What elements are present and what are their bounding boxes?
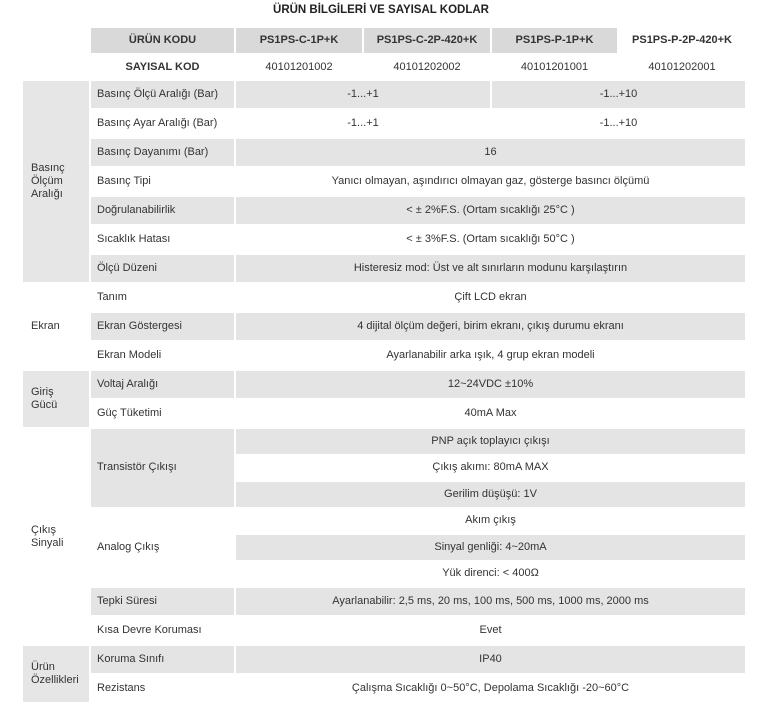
model-header: PS1PS-C-1P+K — [236, 28, 362, 53]
table-row — [23, 588, 745, 615]
table-row — [23, 509, 745, 534]
group-label-power: Giriş Gücü — [23, 371, 89, 427]
spec-table — [21, 26, 747, 704]
param-label: Tanım — [91, 284, 234, 311]
param-label: Ekran Modeli — [91, 342, 234, 369]
group-label-output: Çıkış Sinyali — [23, 429, 89, 644]
param-value: Akım çıkış — [236, 509, 745, 534]
table-row — [23, 371, 745, 398]
digital-code-row — [23, 55, 745, 79]
param-label: Ekran Göstergesi — [91, 313, 234, 340]
param-value: -1...+1 — [236, 81, 490, 108]
table-row — [23, 617, 745, 644]
param-label: Transistör Çıkışı — [91, 429, 234, 507]
param-value: -1...+1 — [236, 110, 490, 137]
param-value: 12~24VDC ±10% — [236, 371, 745, 398]
model-header: PS1PS-P-2P-420+K — [632, 34, 732, 46]
param-value: IP40 — [236, 646, 745, 673]
table-row — [23, 400, 745, 427]
table-row — [23, 313, 745, 340]
param-label: Güç Tüketimi — [91, 400, 234, 427]
table-row — [23, 139, 745, 166]
param-value: PNP açık toplayıcı çıkışı — [236, 429, 745, 454]
table-row — [23, 81, 745, 108]
empty-cell — [23, 28, 89, 53]
param-value: Sinyal genliği: 4~20mA — [236, 535, 745, 560]
param-value: -1...+10 — [492, 110, 745, 137]
table-row — [23, 197, 745, 224]
param-label: Rezistans — [91, 675, 234, 702]
param-label: Basınç Ölçü Aralığı (Bar) — [91, 81, 234, 108]
param-value: Histeresiz mod: Üst ve alt sınırların modunu karşılaştırın — [236, 255, 745, 282]
param-value: < ± 2%F.S. (Ortam sıcaklığı 25°C ) — [236, 197, 745, 224]
param-label: Sıcaklık Hatası — [91, 226, 234, 253]
table-row — [23, 226, 745, 253]
group-label-measure: Basınç Ölçüm Aralığı — [23, 81, 89, 282]
model-header: PS1PS-C-2P-420+K — [364, 28, 490, 53]
table-row — [23, 646, 745, 673]
model-header: PS1PS-P-1P+K — [492, 28, 617, 53]
digital-code-label: SAYISAL KOD — [125, 60, 200, 73]
param-value: Yük direnci: < 400Ω — [236, 562, 745, 587]
table-row — [23, 110, 745, 137]
param-label: Basınç Dayanımı (Bar) — [91, 139, 234, 166]
table-row — [23, 429, 745, 454]
param-label: Koruma Sınıfı — [91, 646, 234, 673]
param-label: Analog Çıkış — [91, 509, 234, 587]
header-row — [23, 28, 745, 53]
table-row — [23, 168, 745, 195]
param-value: Evet — [236, 617, 745, 644]
product-code-label: ÜRÜN KODU — [91, 28, 234, 53]
param-value: Gerilim düşüşü: 1V — [236, 482, 745, 507]
param-value: Çıkış akımı: 80mA MAX — [236, 456, 745, 481]
param-label: Kısa Devre Koruması — [91, 617, 234, 644]
param-value: 40mA Max — [236, 400, 745, 427]
group-label-product: Ürün Özellikleri — [23, 646, 89, 702]
param-value: Çift LCD ekran — [236, 284, 745, 311]
param-value: Çalışma Sıcaklığı 0~50°C, Depolama Sıcaklığı -20~60°C — [236, 675, 745, 702]
table-row — [23, 255, 745, 282]
table-row — [23, 342, 745, 369]
param-value: -1...+10 — [492, 81, 745, 108]
param-value: < ± 3%F.S. (Ortam sıcaklığı 50°C ) — [236, 226, 745, 253]
digital-code-value: 40101201001 — [520, 60, 589, 73]
param-value: 4 dijital ölçüm değeri, birim ekranı, çıkış durumu ekranı — [236, 313, 745, 340]
param-value: Yanıcı olmayan, aşındırıcı olmayan gaz, gösterge basıncı ölçümü — [236, 168, 745, 195]
param-label: Voltaj Aralığı — [91, 371, 234, 398]
page-title: ÜRÜN BİLGİLERİ VE SAYISAL KODLAR — [273, 4, 489, 16]
param-label: Doğrulanabilirlik — [91, 197, 234, 224]
empty-cell — [23, 55, 89, 79]
param-value: Ayarlanabilir arka ışık, 4 grup ekran modeli — [236, 342, 745, 369]
param-value: Ayarlanabilir: 2,5 ms, 20 ms, 100 ms, 500 ms, 1000 ms, 2000 ms — [236, 588, 745, 615]
param-label: Tepki Süresi — [91, 588, 234, 615]
group-label-display: Ekran — [23, 284, 89, 369]
digital-code-value: 40101201002 — [265, 60, 333, 73]
param-label: Basınç Ayar Aralığı (Bar) — [91, 110, 234, 137]
digital-code-value: 40101202002 — [393, 60, 461, 73]
param-label: Ölçü Düzeni — [91, 255, 234, 282]
param-label: Basınç Tipi — [91, 168, 234, 195]
param-value: 16 — [236, 139, 745, 166]
digital-code-value: 40101202001 — [648, 60, 716, 73]
table-row — [23, 284, 745, 311]
table-row — [23, 675, 745, 702]
